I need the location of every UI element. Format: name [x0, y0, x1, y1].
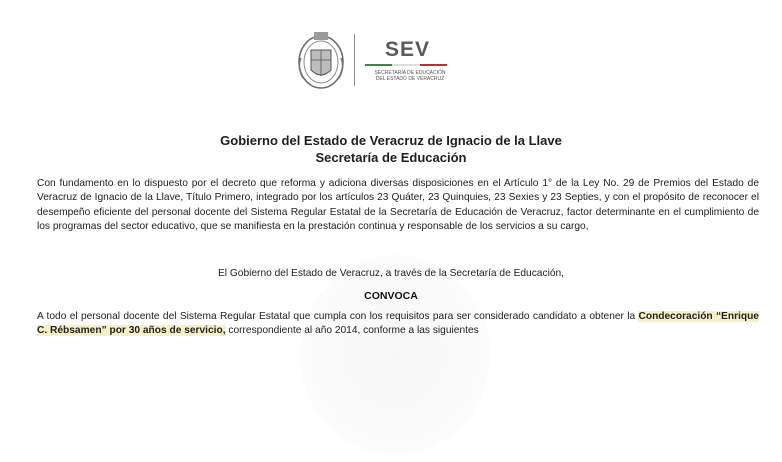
background-watermark: [300, 255, 490, 455]
header-divider: [354, 34, 355, 86]
document-titles: [0, 132, 782, 166]
flag-color-bar: [365, 64, 447, 66]
document-header: [293, 28, 493, 92]
government-title: Gobierno del Estado de Veracruz de Ignacio de la Llave: [220, 133, 562, 148]
government-line: El Gobierno del Estado de Veracruz, a través de la Secretaría de Educación,: [217, 268, 564, 279]
legal-basis-paragraph: Con fundamento en lo dispuesto por el decreto que reforma y adiciona diversas disposiciones en el Artículo 1° de la Ley No. 29 de Premios del Estado de Veracruz de Ignacio de la Llave, Título Primero, integrado por los artículos 23 Quáter, 23 Quinquies, 23 Sexies y 23 Septies, y con el propósito de reconocer el desempeño eficiente del personal docente del Sistema Regular Estatal de la Secretaría de Educación de Veracruz, factor determinante en el cumplimiento de los programas del sector educativo, que se manifiesta en la prestación continua y responsable de los servicios a su cargo,: [37, 178, 759, 232]
logo-subtitle: SECRETARÍA DE EDUCACIÓN DEL ESTADO DE VERACRUZ: [374, 70, 446, 82]
call-paragraph: [37, 310, 759, 338]
call-paragraph-start: A todo el personal docente del Sistema Regular Estatal que cumpla con los requisitos para ser considerado candidato a obtener la: [37, 311, 639, 322]
convoca-heading: CONVOCA: [364, 290, 418, 302]
award-name-highlight: Condecoración “Enrique C. Rébsamen” por 30 años de servicio,: [37, 311, 759, 336]
sev-logo: SEV: [385, 38, 431, 61]
secretariat-title: Secretaría de Educación: [315, 150, 467, 165]
state-seal-icon: [293, 28, 349, 92]
call-paragraph-end: correspondiente al año 2014, conforme a las siguientes: [225, 324, 479, 336]
